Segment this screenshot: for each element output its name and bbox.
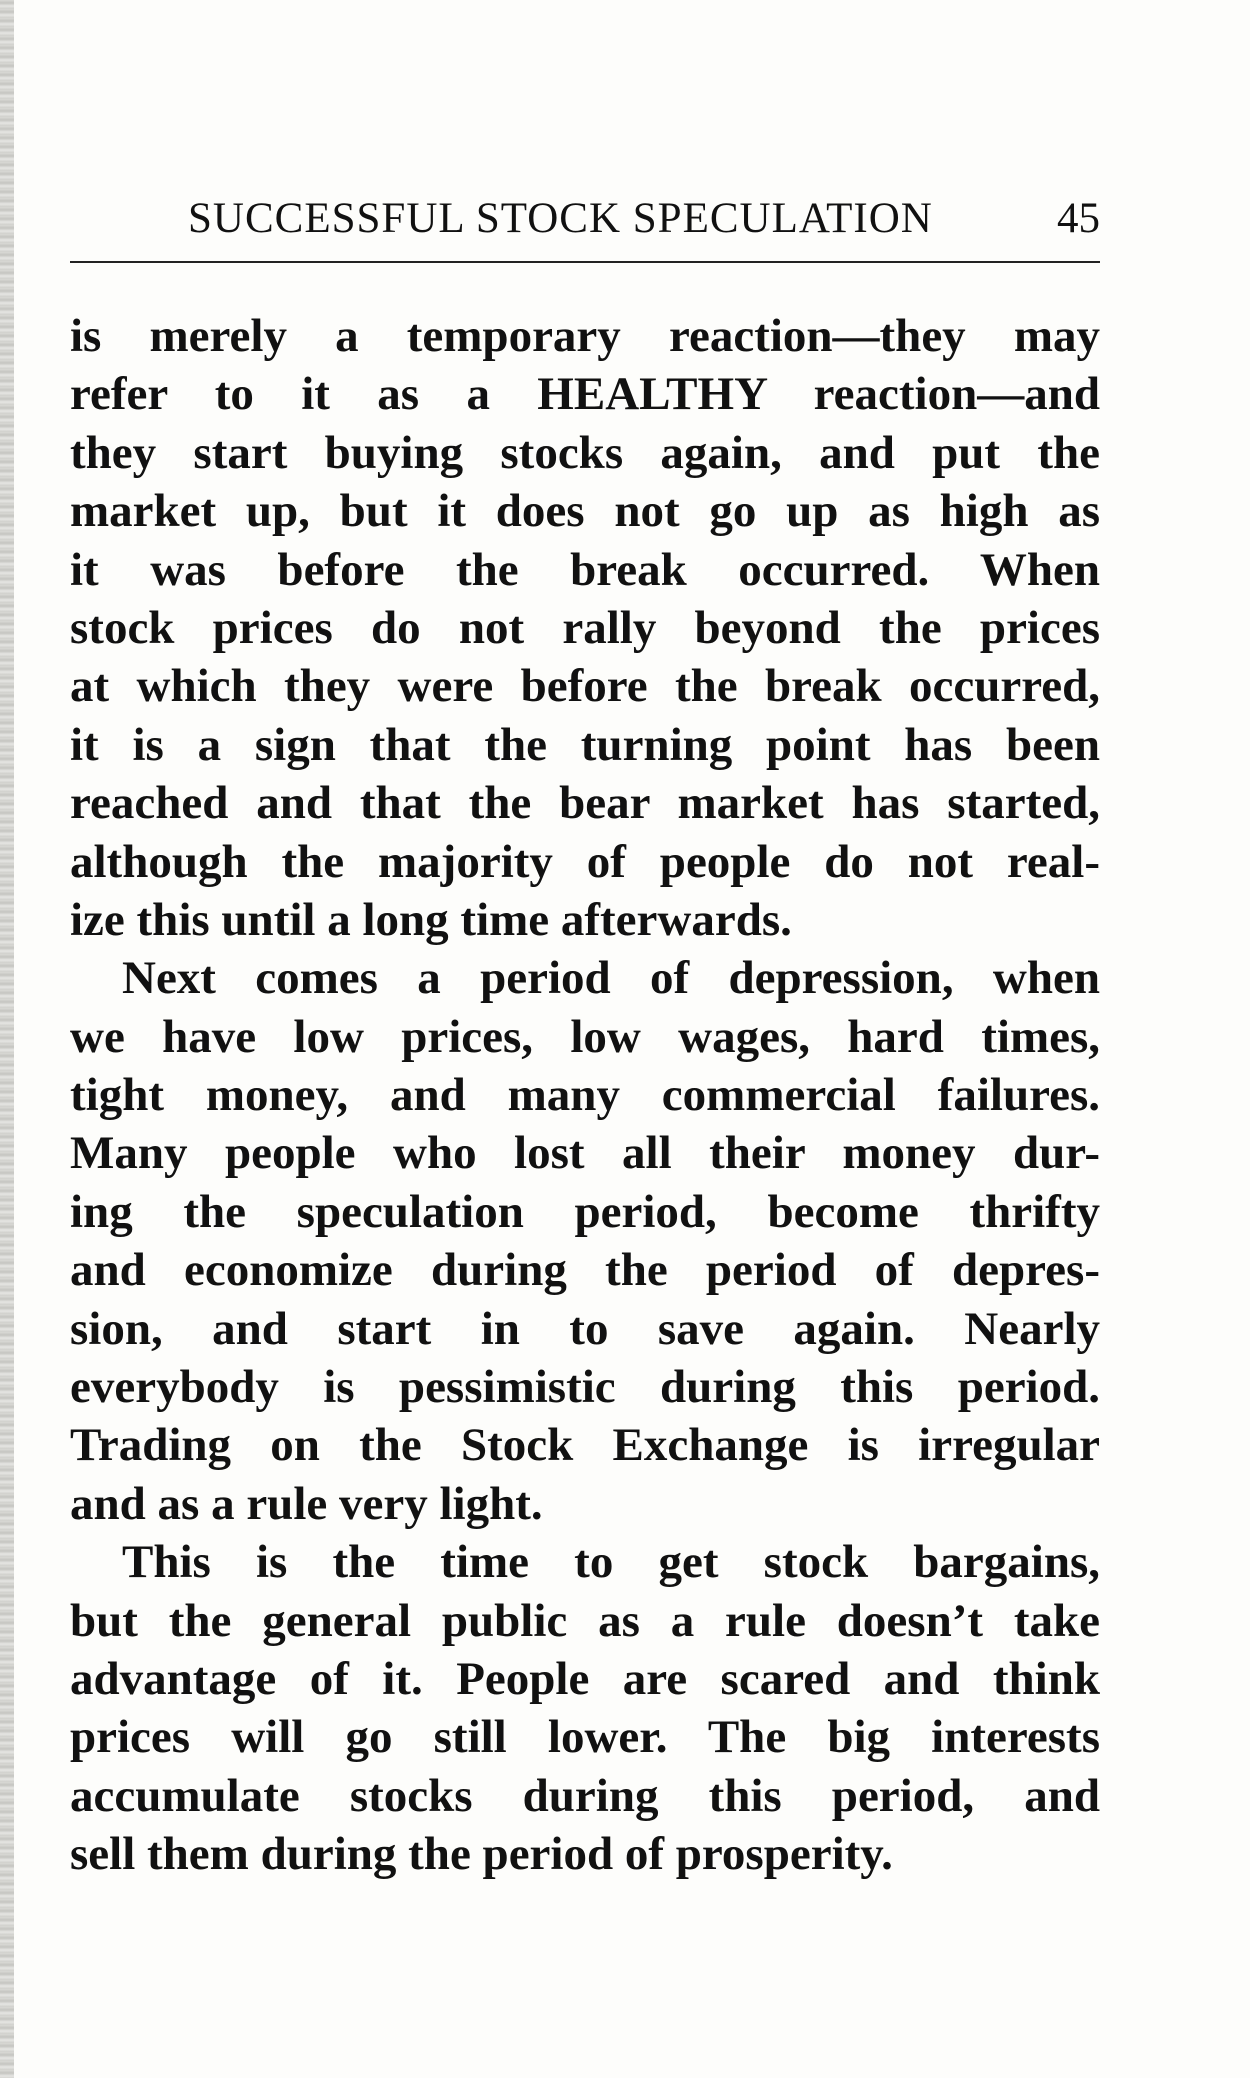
text-line: we have low prices, low wages, hard times, <box>70 1010 1100 1063</box>
text-line: it was before the break occurred. When <box>70 543 1100 596</box>
text-line: it is a sign that the turning point has been <box>70 718 1100 771</box>
paragraph-1 <box>70 307 1100 949</box>
paragraph-2 <box>70 949 1100 1533</box>
text-line: everybody is pessimistic during this period. <box>70 1361 1100 1414</box>
running-title: SUCCESSFUL STOCK SPECULATION <box>188 195 933 242</box>
text-line: sion, and start in to save again. Nearly <box>70 1302 1100 1355</box>
paragraph-3 <box>70 1533 1100 1883</box>
text-line: Next comes a period of depression, when <box>122 952 1100 1005</box>
text-line: accumulate stocks during this period, and <box>70 1769 1100 1822</box>
text-line: This is the time to get stock bargains, <box>122 1536 1100 1589</box>
text-line: although the majority of people do not real- <box>70 835 1100 888</box>
text-line: ing the speculation period, become thrifty <box>70 1185 1100 1238</box>
text-line: but the general public as a rule doesn’t take <box>70 1594 1100 1647</box>
page-binding-edge <box>0 0 14 2078</box>
text-line: Many people who lost all their money dur- <box>70 1127 1100 1180</box>
text-line: advantage of it. People are scared and think <box>70 1652 1100 1705</box>
text-line: is merely a temporary reaction—they may <box>70 310 1100 362</box>
page-number: 45 <box>1057 195 1100 242</box>
text-line: and as a rule very light. <box>70 1477 543 1530</box>
text-line: ize this until a long time afterwards. <box>70 893 792 946</box>
body-text <box>70 307 1100 1884</box>
text-line: prices will go still lower. The big interests <box>70 1711 1100 1764</box>
text-line: stock prices do not rally beyond the prices <box>70 601 1100 654</box>
text-line: tight money, and many commercial failures. <box>70 1069 1100 1122</box>
text-line: reached and that the bear market has started, <box>70 777 1100 830</box>
text-line: sell them during the period of prosperity. <box>70 1828 893 1881</box>
running-head <box>70 195 1100 263</box>
text-line: they start buying stocks again, and put the <box>70 426 1100 479</box>
text-line: and economize during the period of depres- <box>70 1244 1100 1297</box>
text-line: refer to it as a HEALTHY reaction—and <box>70 368 1100 421</box>
text-line: Trading on the Stock Exchange is irregular <box>70 1419 1100 1472</box>
text-line: market up, but it does not go up as high as <box>70 485 1100 538</box>
text-line: at which they were before the break occurred, <box>70 660 1100 713</box>
